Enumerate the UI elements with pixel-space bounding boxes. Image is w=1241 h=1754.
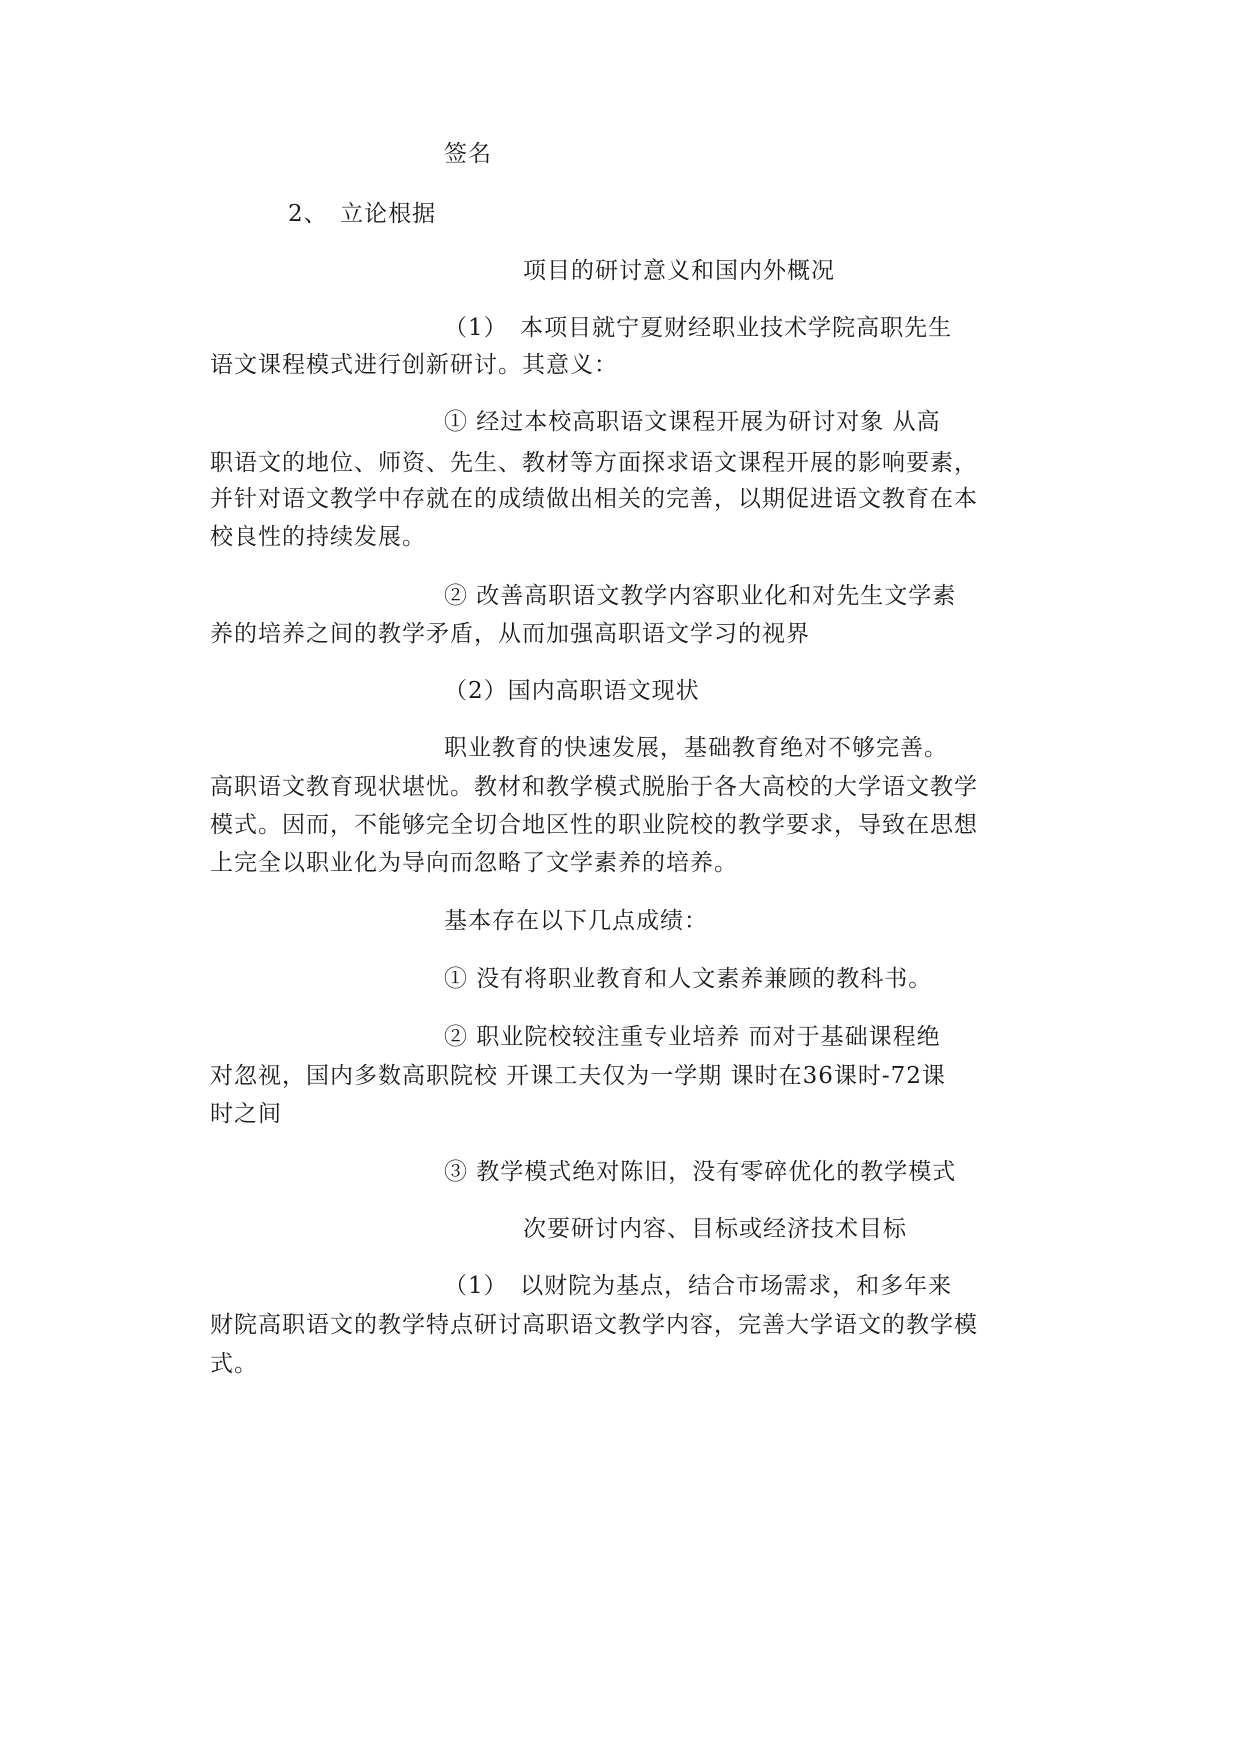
subsection-heading: 项目的研讨意义和国内外概况 [523,258,835,284]
paragraph-line: 养的培养之间的教学矛盾，从而加强高职语文学习的视界 [210,621,810,647]
paragraph-line: 上完全以职业化为导向而忽略了文学素养的培养。 [210,850,738,876]
paragraph-line: ① 经过本校高职语文课程开展为研讨对象 从高 [444,409,941,435]
paragraph-line: ③ 教学模式绝对陈旧，没有零碎优化的教学模式 [444,1159,957,1185]
paragraph-line: 语文课程模式进行创新研讨。其意义： [210,352,618,378]
paragraph-line: （1） 本项目就宁夏财经职业技术学院高职先生 [444,315,953,341]
paragraph-line: 基本存在以下几点成绩： [444,908,708,934]
paragraph-line: ② 改善高职语文教学内容职业化和对先生文学素 [444,583,957,609]
paragraph-line: 财院高职语文的教学特点研讨高职语文教学内容，完善大学语文的教学模 [210,1312,978,1338]
subsection-heading: 次要研讨内容、目标或经济技术目标 [523,1216,907,1242]
paragraph-line: 式。 [210,1351,258,1377]
paragraph-line: 职业教育的快速发展，基础教育绝对不够完善。 [444,735,948,761]
paragraph-line: 高职语文教育现状堪忧。教材和教学模式脱胎于各大高校的大学语文教学 [210,774,978,800]
paragraph-line: ② 职业院校较注重专业培养 而对于基础课程绝 [444,1024,941,1050]
section-heading: 2、 立论根据 [288,201,437,227]
paragraph-line: 并针对语文教学中存就在的成绩做出相关的完善，以期促进语文教育在本 [210,486,978,512]
paragraph-line: 职语文的地位、师资、先生、教材等方面探求语文课程开展的影响要素， [210,450,978,476]
paragraph-line: 校良性的持续发展。 [210,524,426,550]
paragraph-line: 模式。因而，不能够完全切合地区性的职业院校的教学要求，导致在思想 [210,812,978,838]
paragraph-line: ① 没有将职业教育和人文素养兼顾的教科书。 [444,966,933,992]
paragraph-line: （2）国内高职语文现状 [444,678,700,704]
paragraph-line: 对忽视，国内多数高职院校 开课工夫仅为一学期 课时在36课时-72课 [210,1063,946,1089]
paragraph-line: （1） 以财院为基点，结合市场需求，和多年来 [444,1273,953,1299]
paragraph-line: 时之间 [210,1101,282,1127]
signature-label: 签名 [444,141,492,167]
